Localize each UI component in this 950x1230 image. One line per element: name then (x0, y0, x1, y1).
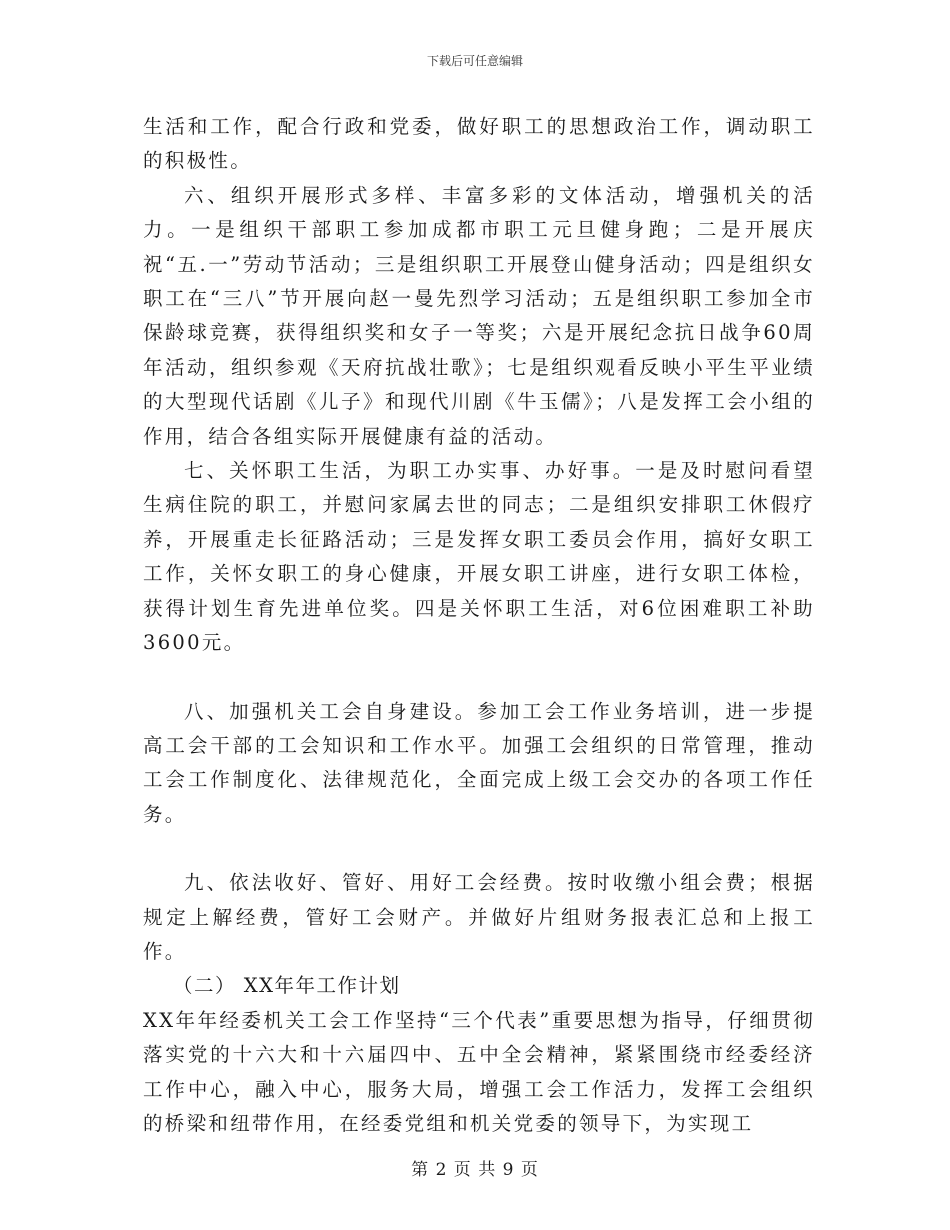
paragraph-continuation: 生活和工作，配合行政和党委，做好职工的思想政治工作，调动职工的积极性。 (143, 115, 815, 173)
paragraph-seven: 七、关怀职工生活，为职工办实事、办好事。一是及时慰问看望生病住院的职工，并慰问家属去世的同志；二是组织安排职工休假疗养，开展重走长征路活动；三是发挥女职工委员会作用，搞好女职工工作，关怀女职工的身心健康，开展女职工讲座，进行女职工体检，获得计划生育先进单位奖。四是关怀职工生活，对6位困难职工补助3600元。 (143, 459, 815, 655)
paragraph-six: 六、组织开展形式多样、丰富多彩的文体活动，增强机关的活力。一是组织干部职工参加成都市职工元旦健身跑；二是开展庆祝“五.一”劳动节活动；三是组织职工开展登山健身活动；四是组织女职工在“三八”节开展向赵一曼先烈学习活动；五是组织职工参加全市保龄球竞赛，获得组织奖和女子一等奖；六是开展纪念抗日战争60周年活动，组织参观《天府抗战壮歌》；七是组织观看反映小平生平业绩的大型现代话剧《儿子》和现代川剧《牛玉儒》；八是发挥工会小组的作用，结合各组实际开展健康有益的活动。 (143, 183, 815, 448)
sub-heading: （二） XX年年工作计划 (173, 974, 401, 998)
header-note: 下载后可任意编辑 (426, 54, 523, 68)
page-number: 第 2 页 共 9 页 (411, 1160, 539, 1180)
paragraph-gap (143, 832, 815, 866)
document-body (143, 110, 815, 1141)
paragraph-ten: XX年年经委机关工会工作坚持“三个代表”重要思想为指导，仔细贯彻落实党的十六大和十六届四中、五中全会精神，紧紧围绕市经委经济工作中心，融入中心，服务大局，增强工会工作活力，发挥工会组织的桥梁和纽带作用，在经委党组和机关党委的领导下，为实现工 (143, 1008, 815, 1135)
paragraph-gap (143, 661, 815, 695)
paragraph-eight: 八、加强机关工会自身建设。参加工会工作业务培训，进一步提高工会干部的工会知识和工作水平。加强工会组织的日常管理，推动工会工作制度化、法律规范化，全面完成上级工会交办的各项工作任务。 (143, 699, 815, 826)
paragraph-nine: 九、依法收好、管好、用好工会经费。按时收缴小组会费；根据规定上解经费，管好工会财产。并做好片组财务报表汇总和上报工作。 (143, 871, 815, 963)
